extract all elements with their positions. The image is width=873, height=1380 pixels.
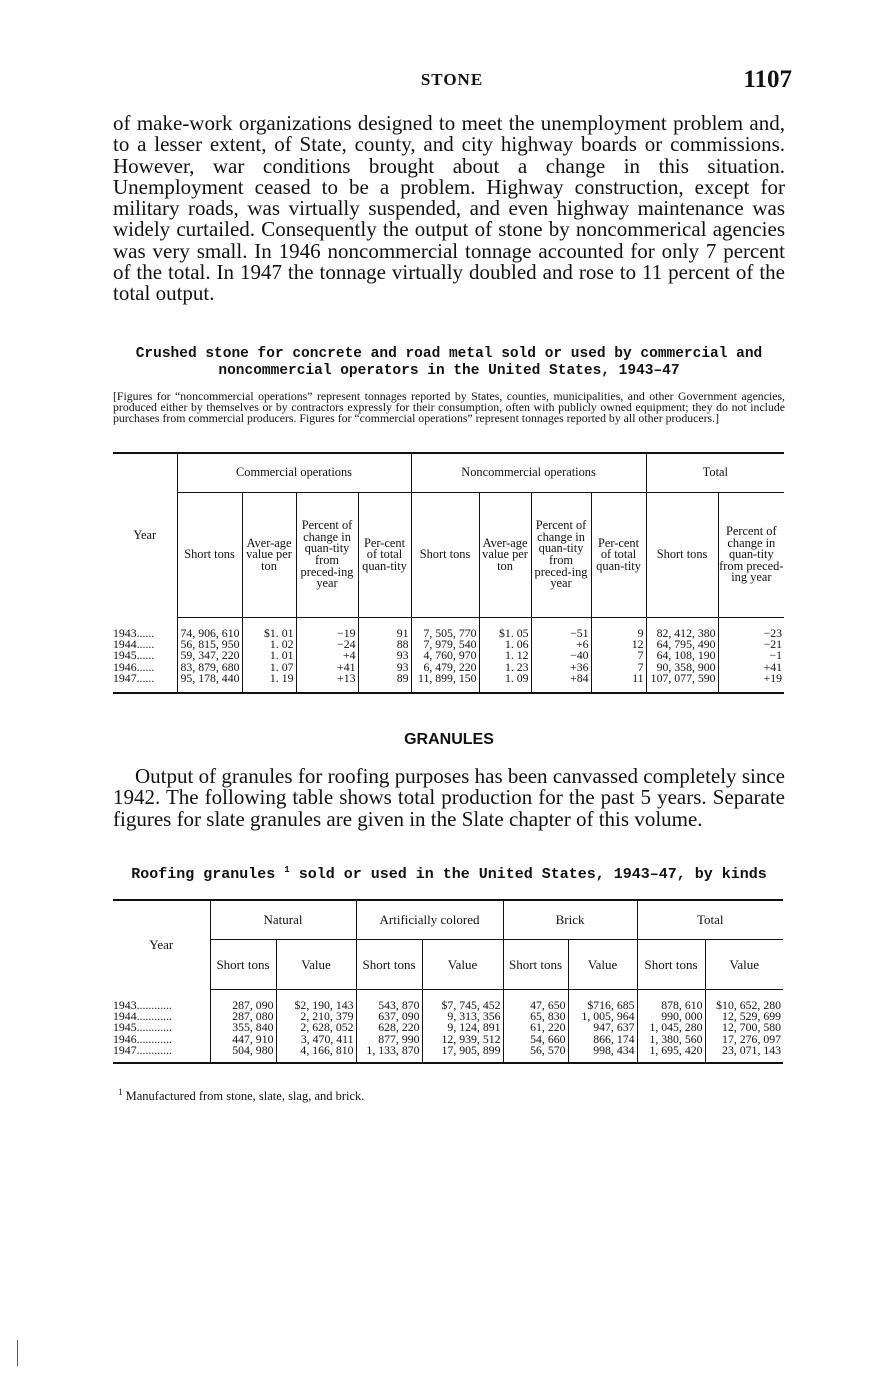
table-cell: 65, 830: [503, 1011, 568, 1022]
year-cell: 1943......: [113, 625, 155, 640]
group-header: Commercial operations: [177, 453, 411, 493]
table-cell: 7, 505, 770: [411, 618, 479, 640]
table-title: [113, 866, 785, 883]
table-cell: 95, 178, 440: [177, 673, 242, 693]
table-cell: 11: [591, 673, 646, 693]
footnote-marker: 1: [284, 865, 290, 875]
table-cell: 59, 347, 220: [177, 650, 242, 661]
column-header: Percent of change in quan-tity from preced-ing year: [296, 493, 358, 618]
column-header: Aver-age value per ton: [242, 493, 296, 618]
table-cell: 64, 108, 190: [646, 650, 718, 661]
column-header: Aver-age value per ton: [479, 493, 531, 618]
table-headnote: [Figures for “noncommercial operations” represent tonnages reported by States, counties, municipalities, and other Government agencies, produced either by themselves or by contractors expressly for their consumption, often with publicly owned equipment; they do not include purchases from commercial producers. Figures for “commercial operations” represent tonnages reported by all other producers.]: [113, 389, 785, 426]
table-cell: 355, 840: [210, 1022, 276, 1033]
table-cell: 54, 660: [503, 1034, 568, 1045]
table-title-text: sold or used in the United States, 1943–47, by kinds: [298, 866, 767, 883]
table-cell: 2, 210, 379: [276, 1011, 356, 1022]
group-header: Total: [637, 900, 783, 940]
chapter-title: STONE: [420, 70, 484, 89]
table-cell: 947, 637: [568, 1022, 637, 1033]
table-cell: 3, 470, 411: [276, 1034, 356, 1045]
table-cell: 9, 124, 891: [422, 1022, 503, 1033]
table-cell: 7: [591, 650, 646, 661]
table-cell: 23, 071, 143: [705, 1045, 783, 1063]
year-cell: 1943............: [113, 997, 172, 1012]
table-cell: $10, 652, 280: [705, 990, 783, 1012]
table-title-line: Crushed stone for concrete and road metal sold or used by commercial and: [135, 346, 763, 362]
table-title-text: Roofing granules: [131, 866, 276, 883]
table-cell: 447, 910: [210, 1034, 276, 1045]
table-cell: 88: [358, 639, 411, 650]
table-cell: 4, 166, 810: [276, 1045, 356, 1063]
column-header: Value: [705, 940, 783, 990]
column-header: Percent of change in quan-tity from preced-ing year: [718, 493, 784, 618]
column-header: Short tons: [503, 940, 568, 990]
group-header: Noncommercial operations: [411, 453, 646, 493]
table-cell: 17, 905, 899: [422, 1045, 503, 1063]
table-cell: 82, 412, 380: [646, 618, 718, 640]
table-cell: 12: [591, 639, 646, 650]
table-cell: −1: [718, 650, 784, 661]
column-header: Per-cent of total quan-tity: [591, 493, 646, 618]
group-header: Brick: [503, 900, 637, 940]
crushed-stone-table: [113, 452, 784, 694]
column-header: Short tons: [637, 940, 705, 990]
section-heading: GRANULES: [404, 731, 494, 748]
table-cell: 74, 906, 610: [177, 618, 242, 640]
table-cell: $716, 685: [568, 990, 637, 1012]
table-cell: 9, 313, 356: [422, 1011, 503, 1022]
table-cell: 9: [591, 618, 646, 640]
column-header: Percent of change in quan-tity from preced-ing year: [531, 493, 591, 618]
table-cell: $1. 01: [242, 618, 296, 640]
footnote: [118, 1086, 365, 1104]
table-cell: 83, 879, 680: [177, 662, 242, 673]
table-cell: 628, 220: [356, 1022, 422, 1033]
year-cell: 1946............: [113, 1031, 172, 1046]
table-cell: $7, 745, 452: [422, 990, 503, 1012]
table-cell: 1. 01: [242, 650, 296, 661]
column-header: Value: [276, 940, 356, 990]
table-row: [113, 673, 784, 693]
table-cell: 64, 795, 490: [646, 639, 718, 650]
table-row: [113, 618, 784, 640]
table-cell: 4, 760, 970: [411, 650, 479, 661]
table-cell: −40: [531, 650, 591, 661]
table-cell: 1. 06: [479, 639, 531, 650]
table-cell: $1. 05: [479, 618, 531, 640]
column-header-year: Year: [133, 527, 157, 542]
table-cell: 1, 045, 280: [637, 1022, 705, 1033]
table-cell: 93: [358, 662, 411, 673]
table-cell: 12, 700, 580: [705, 1022, 783, 1033]
table-cell: 998, 434: [568, 1045, 637, 1063]
footnote-text: Manufactured from stone, slate, slag, and brick.: [125, 1089, 365, 1103]
table-cell: −19: [296, 618, 358, 640]
table-cell: 287, 080: [210, 1011, 276, 1022]
group-header: Natural: [210, 900, 356, 940]
table-cell: 12, 529, 699: [705, 1011, 783, 1022]
running-header: [112, 66, 792, 96]
body-paragraph: of make-work organizations designed to meet the unemployment problem and, to a lesser extent, of State, county, and city highway boards or commissions. However, war conditions brought about a change in this situation. Unemployment ceased to be a problem. Highway construction, except for military roads, was virtually suspended, and even highway maintenance was widely curtailed. Consequently the output of stone by noncommerical agencies was very small. In 1946 noncommercial tonnage accounted for only 7 percent of the total. In 1947 the tonnage virtually doubled and rose to 11 percent of the total output.: [113, 111, 785, 306]
table-cell: 1, 133, 870: [356, 1045, 422, 1063]
table-cell: +41: [296, 662, 358, 673]
column-header: Short tons: [210, 940, 276, 990]
group-header: Artificially colored: [356, 900, 503, 940]
year-cell: 1947............: [113, 1042, 172, 1057]
table-cell: 1. 12: [479, 650, 531, 661]
year-cell: 1944......: [113, 637, 155, 652]
table-title-line: noncommercial operators in the United States, 1943–47: [218, 363, 680, 379]
table-cell: 56, 570: [503, 1045, 568, 1063]
scan-artifact-line: [17, 1340, 18, 1366]
table-cell: 877, 990: [356, 1034, 422, 1045]
table-cell: 89: [358, 673, 411, 693]
table-cell: +84: [531, 673, 591, 693]
table-cell: $2, 190, 143: [276, 990, 356, 1012]
table-cell: 17, 276, 097: [705, 1034, 783, 1045]
column-header: Short tons: [177, 493, 242, 618]
column-header: Short tons: [356, 940, 422, 990]
table-cell: 1. 23: [479, 662, 531, 673]
table-cell: +19: [718, 673, 784, 693]
body-paragraph: Output of granules for roofing purposes has been canvassed completely since 1942. The following table shows total production for the past 5 years. Separate figures for slate granules are given in the Slate chapter of this volume.: [113, 764, 785, 831]
table-cell: −23: [718, 618, 784, 640]
table-cell: +4: [296, 650, 358, 661]
table-cell: 866, 174: [568, 1034, 637, 1045]
table-row: [113, 990, 783, 1012]
table-title: [113, 346, 785, 380]
column-header: Short tons: [646, 493, 718, 618]
year-cell: 1944............: [113, 1009, 172, 1024]
group-header: Total: [646, 453, 784, 493]
year-cell: 1946......: [113, 659, 155, 674]
table-cell: +41: [718, 662, 784, 673]
table-cell: +13: [296, 673, 358, 693]
year-cell: 1945......: [113, 648, 155, 663]
table-cell: 637, 090: [356, 1011, 422, 1022]
table-cell: 990, 000: [637, 1011, 705, 1022]
column-header: Value: [568, 940, 637, 990]
table-cell: 91: [358, 618, 411, 640]
table-cell: 7: [591, 662, 646, 673]
table-cell: 11, 899, 150: [411, 673, 479, 693]
table-cell: 1. 02: [242, 639, 296, 650]
table-cell: 1, 695, 420: [637, 1045, 705, 1063]
table-cell: 1. 19: [242, 673, 296, 693]
table-cell: 12, 939, 512: [422, 1034, 503, 1045]
table-cell: 287, 090: [210, 990, 276, 1012]
column-header: Per-cent of total quan-tity: [358, 493, 411, 618]
table-cell: 6, 479, 220: [411, 662, 479, 673]
table-cell: 107, 077, 590: [646, 673, 718, 693]
table-cell: 543, 870: [356, 990, 422, 1012]
column-header-year: Year: [149, 937, 174, 953]
table-cell: 90, 358, 900: [646, 662, 718, 673]
page-number: 1107: [743, 66, 792, 93]
year-cell: 1945............: [113, 1020, 172, 1035]
year-cell: 1947......: [113, 670, 155, 685]
table-cell: 1. 07: [242, 662, 296, 673]
table-row: [113, 1045, 783, 1063]
table-cell: 2, 628, 052: [276, 1022, 356, 1033]
table-cell: 1, 005, 964: [568, 1011, 637, 1022]
footnote-marker: 1: [118, 1086, 123, 1097]
column-header: Value: [422, 940, 503, 990]
table-cell: 1, 380, 560: [637, 1034, 705, 1045]
table-cell: 504, 980: [210, 1045, 276, 1063]
table-cell: 47, 650: [503, 990, 568, 1012]
table-cell: 61, 220: [503, 1022, 568, 1033]
table-cell: +6: [531, 639, 591, 650]
roofing-granules-table: [113, 899, 783, 1064]
table-cell: 56, 815, 950: [177, 639, 242, 650]
table-cell: −24: [296, 639, 358, 650]
table-cell: 7, 979, 540: [411, 639, 479, 650]
table-cell: 1. 09: [479, 673, 531, 693]
table-cell: −21: [718, 639, 784, 650]
table-cell: 93: [358, 650, 411, 661]
column-header: Short tons: [411, 493, 479, 618]
table-cell: +36: [531, 662, 591, 673]
table-cell: −51: [531, 618, 591, 640]
table-cell: 878, 610: [637, 990, 705, 1012]
